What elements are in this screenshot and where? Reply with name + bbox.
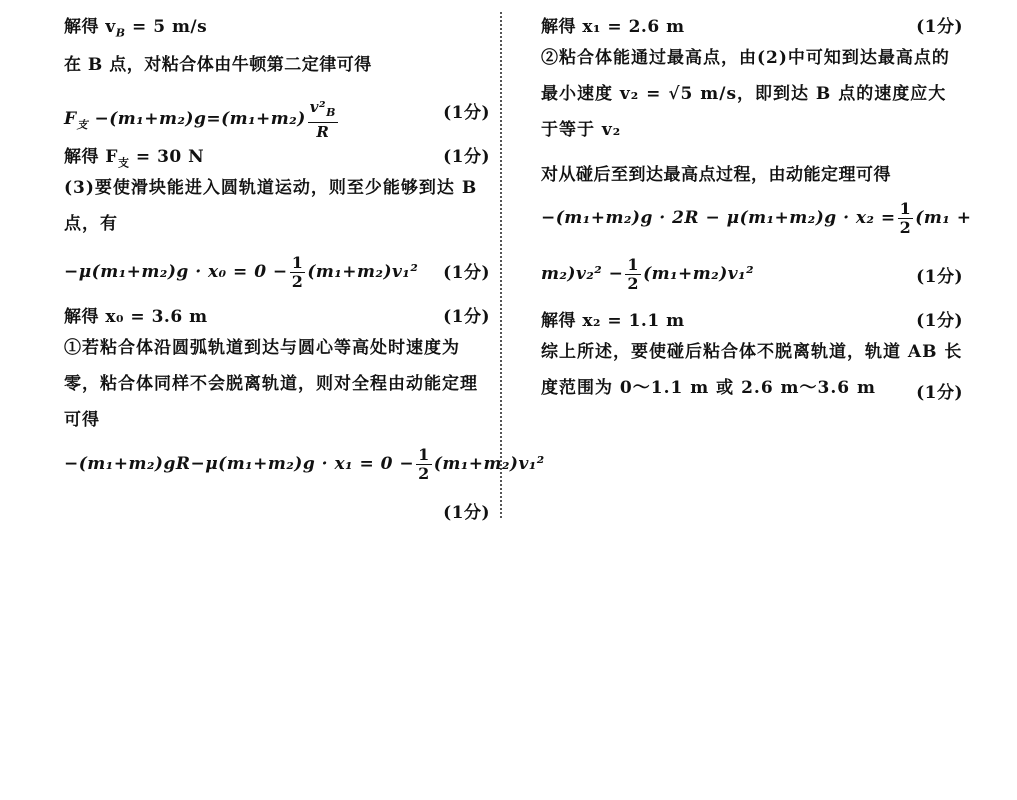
score-mark: (1分)	[443, 103, 490, 123]
equation-x0: −μ(m₁+m₂)g · x₀ = 0 − $\frac{1}{2}$ (m₁+m₂)v₁² (1分)	[64, 253, 490, 291]
score-mark: (1分)	[916, 267, 963, 287]
score-mark: (1分)	[443, 263, 490, 283]
part3-paragraph: (3)要使滑块能进入圆轨道运动，则至少能够到达 B 点，有	[64, 178, 478, 234]
case2-paragraph: ②粘合体能通过最高点，由(2)中可知到达最高点的最小速度 v₂ = √5 m/s，即到达 B 点的速度应大于等于 v₂	[541, 48, 950, 140]
energy-theorem-text: 对从碰后至到达最高点过程，由动能定理可得	[541, 165, 891, 185]
equation-x2-part1: −(m₁+m₂)g · 2R − μ(m₁+m₂)g · x₂ = $\frac{1}{2}$ (m₁ +	[541, 199, 972, 237]
score-mark: (1分)	[443, 307, 490, 327]
solve-vb-line: 解得 $v_B = 5$ m/s	[64, 17, 208, 40]
equation-support-force: $F_支 -(m_1+m_2)g=(m_1+m_2)$ $\frac{v^2_B}{R}$ (1分)	[64, 98, 490, 141]
solve-x1-line: 解得 x₁ = 2.6 m (1分)	[541, 12, 963, 37]
column-divider	[500, 12, 502, 518]
score-mark: (1分)	[916, 17, 963, 37]
equation-x1: −(m₁+m₂)gR−μ(m₁+m₂)g · x₁ = 0 − $\frac{1}{2}$ (m₁+m₂)v₁²	[64, 445, 545, 483]
newton-second-law-text: 在 B 点，对粘合体由牛顿第二定律可得	[64, 55, 372, 75]
score-mark: (1分)	[443, 147, 490, 167]
case1-paragraph: ①若粘合体沿圆弧轨道到达与圆心等高处时速度为零，粘合体同样不会脱离轨道，则对全程由动能定理可得	[64, 338, 478, 430]
solve-x0-line: 解得 x₀ = 3.6 m (1分)	[64, 302, 490, 327]
score-mark: (1分)	[443, 503, 490, 523]
score-mark: (1分)	[916, 383, 963, 403]
solve-support-force-line: 解得 $F_支 = 30$ N (1分)	[64, 142, 490, 170]
conclusion-paragraph: 综上所述，要使碰后粘合体不脱离轨道，轨道 AB 长度范围为 0～1.1 m 或 2.6 m～3.6 m	[541, 342, 963, 398]
score-mark: (1分)	[916, 311, 963, 331]
solve-x2-line: 解得 x₂ = 1.1 m (1分)	[541, 306, 963, 331]
equation-x2-part2: m₂)v₂² − $\frac{1}{2}$ (m₁+m₂)v₁² (1分)	[541, 255, 963, 293]
